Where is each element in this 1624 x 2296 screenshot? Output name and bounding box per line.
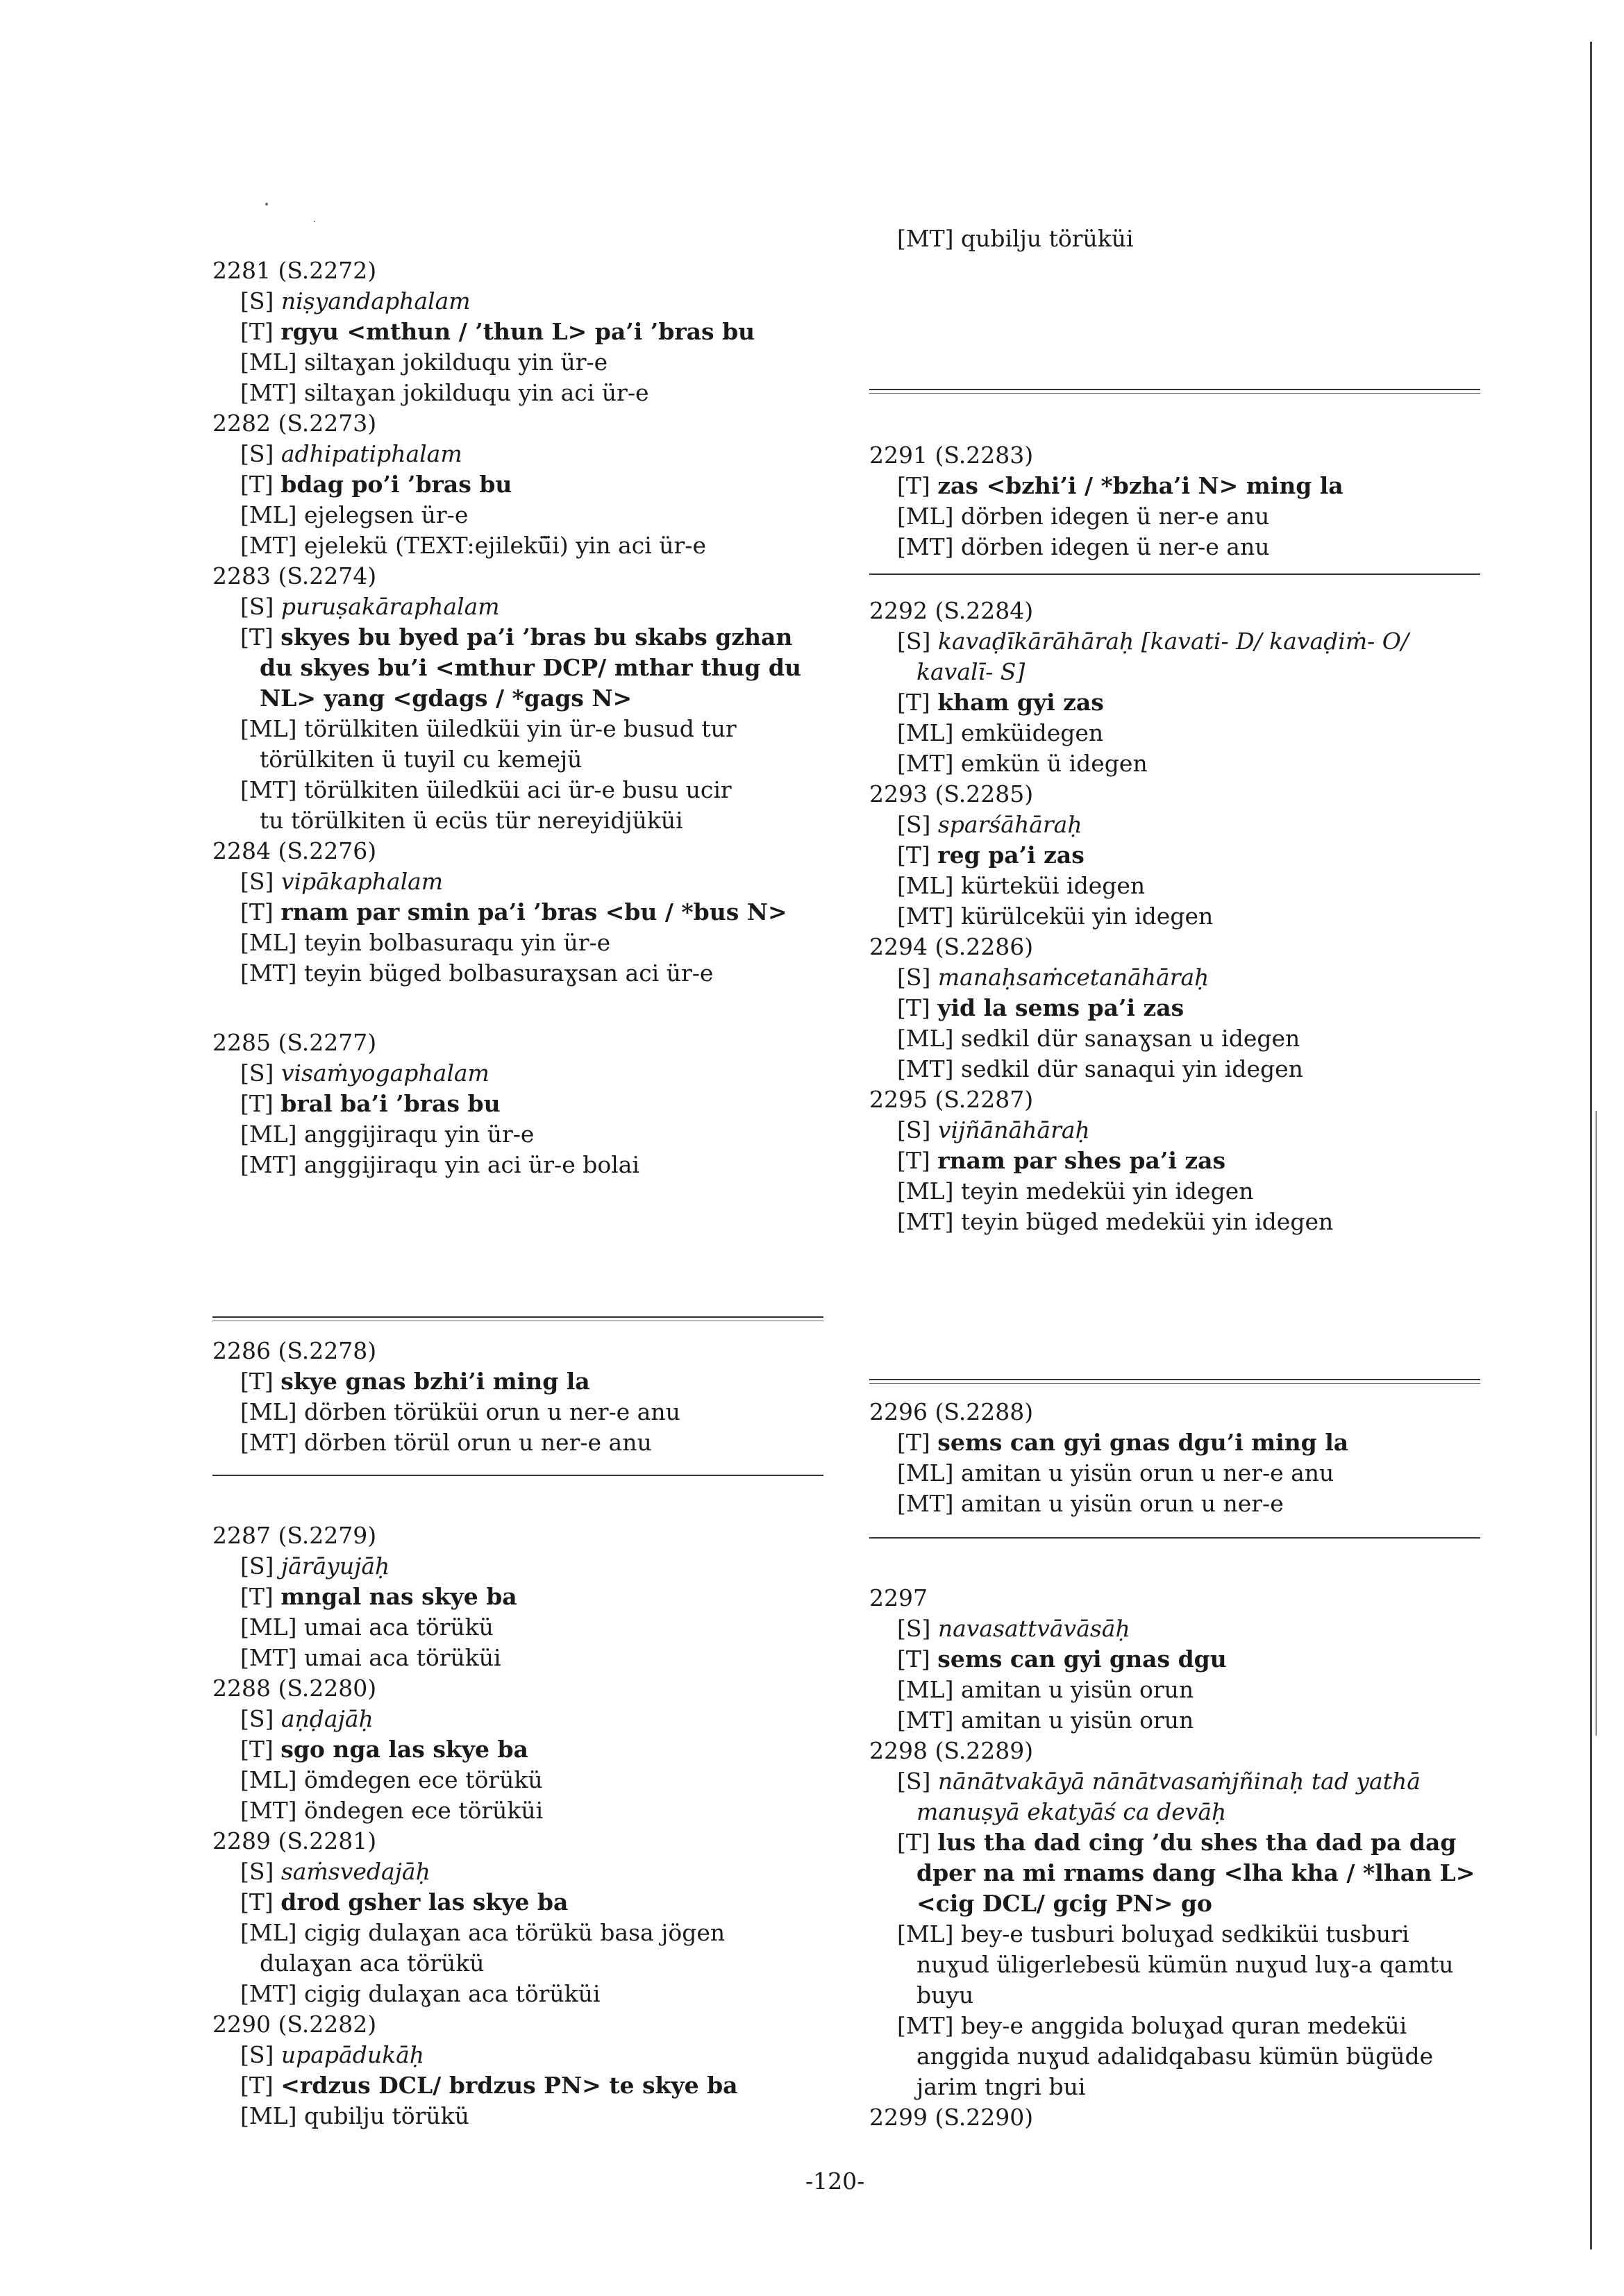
mt-line: [MT] anggijiraqu yin aci ür-e bolai: [240, 1151, 639, 1178]
entry-number: 2295 (S.2287): [869, 1086, 1034, 1113]
mt-line: [MT] öndegen ece törüküi: [240, 1797, 544, 1824]
ml-line-cont: dulaɣan aca törükü: [260, 1950, 485, 1977]
tibetan-line: [T] bral ba’i ’bras bu: [240, 1090, 501, 1117]
entry-number: 2297: [869, 1584, 928, 1611]
sanskrit-line: [S] puruṣakāraphalam: [240, 593, 500, 620]
ml-line: [ML] emküidegen: [897, 719, 1104, 746]
mt-line: [MT] umai aca törüküi: [240, 1644, 501, 1671]
entry-number: 2288 (S.2280): [212, 1675, 377, 1702]
mt-line: [MT] sedkil dür sanaqui yin idegen: [897, 1055, 1303, 1082]
entry-number: 2281 (S.2272): [212, 257, 377, 284]
section-divider: [869, 1537, 1480, 1539]
ml-line: [ML] teyin bolbasuraqu yin ür-e: [240, 929, 611, 956]
tibetan-line: [T] kham gyi zas: [897, 689, 1104, 716]
ml-line: [ML] amitan u yisün orun u ner-e anu: [897, 1459, 1334, 1486]
mt-line-cont: tu törülkiten ü ecüs tür nereyidjüküi: [260, 807, 683, 834]
page-right-edge-line-2: [1596, 1111, 1597, 1736]
sanskrit-line: [S] upapādukāḥ: [240, 2041, 425, 2068]
ml-line-cont: törülkiten ü tuyil cu kemejü: [260, 746, 583, 773]
tibetan-line: [T] mngal nas skye ba: [240, 1583, 517, 1610]
page-right-edge-line: [1590, 42, 1592, 2249]
section-divider: [869, 1379, 1480, 1384]
sanskrit-line: [S] manaḥsaṁcetanāhāraḥ: [897, 964, 1209, 991]
section-divider: [212, 1316, 823, 1321]
tibetan-line: [T] rnam par shes pa’i zas: [897, 1147, 1226, 1174]
sanskrit-line: [S] kavaḍīkārāhāraḥ [kavati- D/ kavaḍiṁ- O/: [897, 628, 1409, 655]
page-number: -120-: [805, 2168, 865, 2195]
ml-line: [ML] kürteküi idegen: [897, 872, 1146, 899]
sanskrit-line: [S] visaṁyogaphalam: [240, 1059, 489, 1087]
sanskrit-line: [S] sparśāhāraḥ: [897, 811, 1082, 838]
tibetan-line: [T] lus tha dad cing ’du shes tha dad pa dag: [897, 1829, 1457, 1856]
tibetan-line: [T] rgyu <mthun / ’thun L> pa’i ’bras bu: [240, 318, 755, 345]
entry-number: 2285 (S.2277): [212, 1029, 377, 1056]
ml-line: [ML] dörben idegen ü ner-e anu: [897, 503, 1270, 530]
tibetan-line: [T] zas <bzhi’i / *bzha’i N> ming la: [897, 472, 1343, 499]
ml-line: [ML] umai aca törükü: [240, 1614, 494, 1641]
ml-line: [ML] sedkil dür sanaɣsan u idegen: [897, 1025, 1300, 1052]
ml-line: [ML] qubilju törükü: [240, 2102, 469, 2129]
mt-line: [MT] teyin büged medeküi yin idegen: [897, 1208, 1334, 1235]
scan-speck: [314, 221, 315, 222]
ml-line: [ML] dörben törüküi orun u ner-e anu: [240, 1398, 680, 1425]
ml-line: [ML] siltaɣan jokilduqu yin ür-e: [240, 349, 608, 376]
ml-line: [ML] bey-e tusburi boluɣad sedkiküi tusburi: [897, 1920, 1409, 1947]
tibetan-line-cont: NL> yang <gdags / *gags N>: [260, 685, 633, 712]
mt-line-cont: anggida nuɣud adalidqabasu kümün bügüde: [916, 2043, 1434, 2070]
entry-number: 2298 (S.2289): [869, 1737, 1034, 1764]
entry-number: 2296 (S.2288): [869, 1398, 1034, 1425]
ml-line: [ML] ejelegsen ür-e: [240, 501, 469, 528]
entry-number: 2283 (S.2274): [212, 562, 377, 589]
tibetan-line-cont: du skyes bu’i <mthur DCP/ mthar thug du: [260, 654, 801, 681]
tibetan-line: [T] sems can gyi gnas dgu’i ming la: [897, 1429, 1349, 1456]
mt-line-cont: jarim tngri bui: [916, 2073, 1086, 2100]
entry-number: 2287 (S.2279): [212, 1522, 377, 1549]
ml-line: [ML] cigig dulaɣan aca törükü basa jögen: [240, 1919, 726, 1946]
sanskrit-line-cont: manuṣyā ekatyāś ca devāḥ: [916, 1798, 1227, 1825]
ml-line-cont: nuɣud üligerlebesü kümün nuɣud luɣ-a qamtu: [916, 1951, 1454, 1978]
sanskrit-line-cont: kavalī- S]: [916, 658, 1026, 685]
section-divider: [869, 389, 1480, 394]
section-divider: [869, 573, 1480, 575]
entry-number: 2286 (S.2278): [212, 1337, 377, 1364]
ml-line: [ML] amitan u yisün orun: [897, 1676, 1194, 1703]
tibetan-line: [T] rnam par smin pa’i ’bras <bu / *bus N>: [240, 898, 787, 925]
mt-line: [MT] törülkiten üiledküi aci ür-e busu ucir: [240, 776, 732, 803]
sanskrit-line: [S] nānātvakāyā nānātvasaṁjñinaḥ tad yathā: [897, 1768, 1421, 1795]
tibetan-line: [T] <rdzus DCL/ brdzus PN> te skye ba: [240, 2072, 738, 2099]
mt-line: [MT] amitan u yisün orun u ner-e: [897, 1490, 1284, 1517]
mt-line: [MT] teyin büged bolbasuraɣsan aci ür-e: [240, 960, 714, 987]
ml-line: [ML] anggijiraqu yin ür-e: [240, 1121, 535, 1148]
section-divider: [212, 1475, 823, 1476]
ml-line: [ML] teyin medeküi yin idegen: [897, 1178, 1254, 1205]
tibetan-line: [T] skyes bu byed pa’i ’bras bu skabs gzhan: [240, 623, 793, 651]
entry-number: 2299 (S.2290): [869, 2104, 1034, 2131]
sanskrit-line: [S] niṣyandaphalam: [240, 287, 471, 315]
entry-number: 2291 (S.2283): [869, 442, 1034, 469]
ml-line: [ML] törülkiten üiledküi yin ür-e busud tur: [240, 715, 737, 742]
sanskrit-line: [S] vijñānāhāraḥ: [897, 1116, 1090, 1143]
mt-line: [MT] qubilju törüküi: [897, 225, 1134, 252]
sanskrit-line: [S] adhipatiphalam: [240, 440, 462, 467]
entry-number: 2292 (S.2284): [869, 597, 1034, 624]
sanskrit-line: [S] aṇḍajāḥ: [240, 1705, 374, 1732]
mt-line: [MT] emkün ü idegen: [897, 750, 1148, 777]
mt-line: [MT] dörben idegen ü ner-e anu: [897, 533, 1270, 560]
sanskrit-line: [S] saṁsvedajāḥ: [240, 1858, 430, 1885]
tibetan-line-cont: <cig DCL/ gcig PN> go: [916, 1890, 1212, 1917]
ml-line: [ML] ömdegen ece törükü: [240, 1766, 543, 1793]
tibetan-line: [T] skye gnas bzhi’i ming la: [240, 1368, 590, 1395]
tibetan-line: [T] yid la sems pa’i zas: [897, 994, 1184, 1021]
mt-line: [MT] kürülceküi yin idegen: [897, 903, 1214, 930]
entry-number: 2294 (S.2286): [869, 933, 1034, 960]
tibetan-line: [T] sems can gyi gnas dgu: [897, 1645, 1227, 1673]
sanskrit-line: [S] jārāyujāḥ: [240, 1552, 390, 1579]
mt-line: [MT] cigig dulaɣan aca törüküi: [240, 1980, 601, 2007]
entry-number: 2293 (S.2285): [869, 780, 1034, 807]
sanskrit-line: [S] navasattvāvāsāḥ: [897, 1615, 1130, 1642]
tibetan-line: [T] reg pa’i zas: [897, 841, 1085, 869]
tibetan-line: [T] sgo nga las skye ba: [240, 1736, 528, 1763]
tibetan-line: [T] bdag po’i ’bras bu: [240, 471, 512, 498]
mt-line: [MT] amitan u yisün orun: [897, 1707, 1194, 1734]
tibetan-line: [T] drod gsher las skye ba: [240, 1888, 569, 1916]
entry-number: 2289 (S.2281): [212, 1827, 377, 1854]
mt-line: [MT] bey-e anggida boluɣad quran medeküi: [897, 2012, 1407, 2039]
entry-number: 2284 (S.2276): [212, 837, 377, 864]
mt-line: [MT] siltaɣan jokilduqu yin aci ür-e: [240, 379, 649, 406]
mt-line: [MT] dörben törül orun u ner-e anu: [240, 1429, 652, 1456]
scan-speck: [265, 203, 268, 206]
mt-line: [MT] ejelekü (TEXT:ejilekü̈i) yin aci ür-e: [240, 532, 706, 559]
entry-number: 2282 (S.2273): [212, 410, 377, 437]
entry-number: 2290 (S.2282): [212, 2011, 377, 2038]
sanskrit-line: [S] vipākaphalam: [240, 868, 444, 895]
tibetan-line-cont: dper na mi rnams dang <lha kha / *lhan L>: [916, 1859, 1475, 1886]
ml-line-cont: buyu: [916, 1981, 974, 2009]
